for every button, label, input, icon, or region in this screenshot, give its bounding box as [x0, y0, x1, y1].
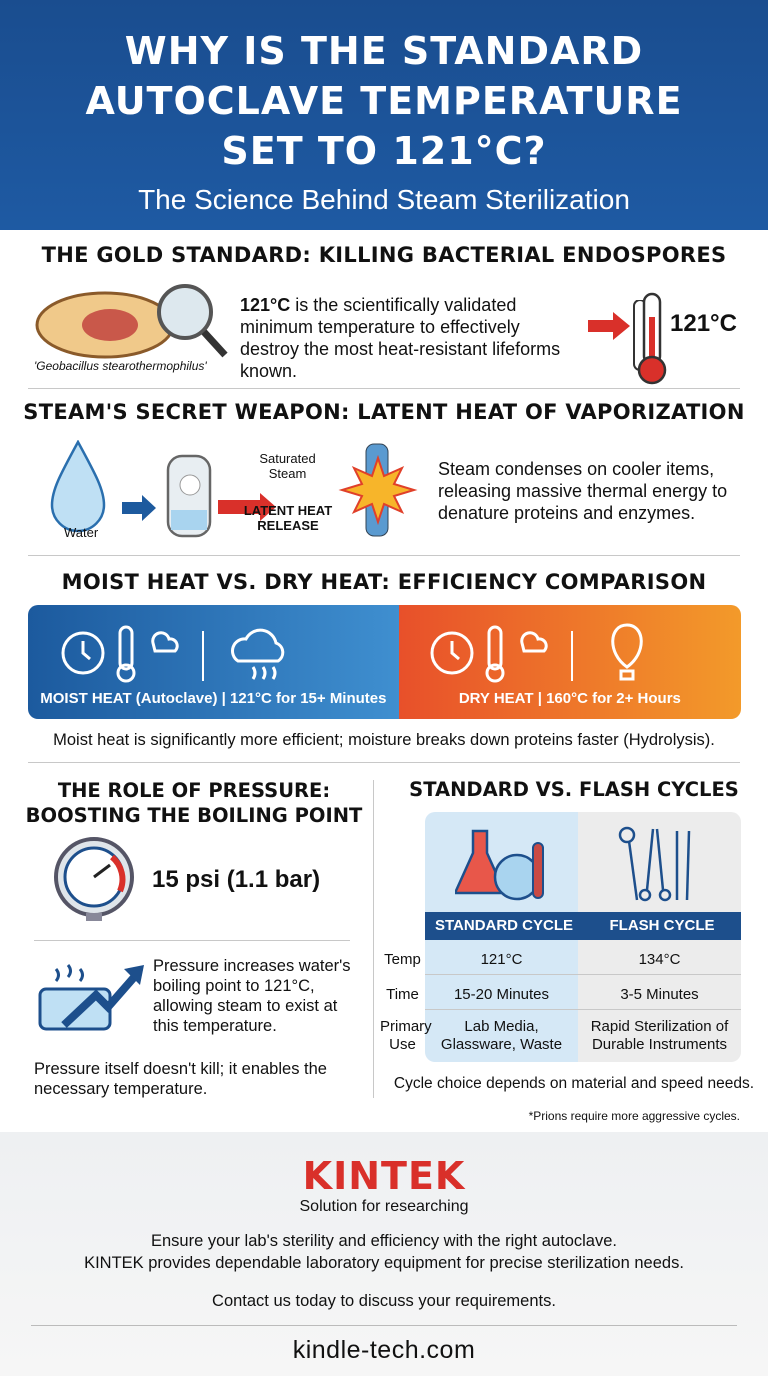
main-title: [0, 0, 768, 176]
latent-heat-label: LATENT HEAT RELEASE: [243, 503, 333, 533]
cell-standard: 121°C: [480, 950, 523, 968]
divider: [28, 762, 740, 763]
cell-standard: 15-20 Minutes: [453, 985, 550, 1003]
row-label: Temp: [384, 950, 421, 968]
footer: [0, 1132, 768, 1376]
latent-heat-text: Steam condenses on cooler items, releasing massive thermal energy to denature proteins and enzymes.: [438, 459, 728, 523]
surgical-instruments-icon: [615, 825, 695, 905]
row-divider: [425, 1009, 741, 1010]
clock-thermometer-cloud-icons: [58, 623, 348, 683]
kintek-logo: KINTEK: [302, 1154, 466, 1198]
steam-label: Saturated Steam: [259, 451, 316, 481]
section-title-endospores: THE GOLD STANDARD: KILLING BACTERIAL ENDOSPORES: [41, 243, 727, 267]
lab-glassware-icon: [455, 825, 550, 905]
dry-heat-panel: [399, 605, 741, 719]
footer-line-2: KINTEK provides dependable laboratory equipment for precise sterilization needs.: [84, 1254, 684, 1272]
title-line: BOOSTING THE BOILING POINT: [25, 804, 363, 827]
row-divider: [425, 974, 741, 975]
cell-flash: Rapid Sterilization of Durable Instruments: [590, 1018, 729, 1053]
divider: [28, 388, 740, 389]
row-label: Primary Use: [380, 1018, 432, 1053]
divider: [28, 555, 740, 556]
heat-burst-icon: [338, 440, 418, 540]
title-line: AUTOCLAVE TEMPERATURE: [85, 79, 683, 123]
pressure-value: 15 psi (1.1 bar): [152, 866, 321, 893]
cycle-table-header: [425, 912, 741, 940]
title-line: THE ROLE OF PRESSURE:: [57, 779, 331, 802]
divider: [31, 1325, 737, 1326]
contact-text: Contact us today to discuss your requirements.: [212, 1292, 556, 1310]
cell-standard: Lab Media, Glassware, Waste: [440, 1018, 563, 1053]
dry-heat-label: DRY HEAT | 160°C for 2+ Hours: [458, 690, 681, 707]
section-title-latent-heat: STEAM'S SECRET WEAPON: LATENT HEAT OF VAPORIZATION: [23, 400, 745, 424]
endospore-text: [240, 294, 580, 382]
section-title-pressure: [18, 778, 370, 828]
moist-heat-caption: Moist heat is significantly more efficient; moisture breaks down proteins faster (Hydrolysis).: [53, 731, 715, 749]
title-line: WHY IS THE STANDARD: [124, 29, 644, 73]
footer-line-1: Ensure your lab's sterility and efficiency with the right autoclave.: [151, 1232, 617, 1250]
heat-comparison-banner: [28, 605, 741, 719]
thermometer-icon: [632, 292, 672, 387]
subtitle: The Science Behind Steam Sterilization: [138, 184, 630, 215]
vertical-divider: [373, 780, 374, 1098]
header-standard: STANDARD CYCLE: [434, 917, 574, 934]
endospore-desc: is the scientifically validated minimum temperature to effectively destroy the most heat-resistant lifeforms known.: [240, 295, 561, 381]
water-label: Water: [64, 525, 99, 540]
boiling-pot-arrow-icon: [36, 955, 148, 1035]
header: [0, 0, 768, 230]
divider: [34, 940, 350, 941]
prion-footnote: *Prions require more aggressive cycles.: [528, 1109, 740, 1123]
table-row: [380, 1016, 741, 1056]
pressure-gauge-icon: [52, 835, 142, 925]
table-row: [380, 948, 741, 970]
cell-flash: 134°C: [638, 950, 681, 968]
moist-heat-panel: [28, 605, 399, 719]
row-label: Time: [386, 985, 419, 1003]
temp-highlight: 121°C: [240, 295, 291, 315]
header-flash: FLASH CYCLE: [609, 917, 715, 934]
clock-thermometer-balloon-icons: [427, 623, 717, 687]
moist-heat-label: MOIST HEAT (Autoclave) | 121°C for 15+ Minutes: [40, 690, 387, 707]
section-title-moist-dry: MOIST HEAT VS. DRY HEAT: EFFICIENCY COMPARISON: [61, 570, 707, 594]
tagline: Solution for researching: [299, 1198, 469, 1215]
cell-flash: 3-5 Minutes: [620, 985, 699, 1003]
table-row: [380, 983, 741, 1005]
bacterium-caption: 'Geobacillus stearothermophilus': [34, 359, 207, 373]
title-line: SET TO 121°C?: [221, 129, 547, 173]
temp-label: 121°C: [670, 310, 737, 337]
section-title-cycles: STANDARD VS. FLASH CYCLES: [409, 778, 739, 801]
pressure-note: Pressure itself doesn't kill; it enables the necessary temperature.: [34, 1060, 327, 1098]
pressure-text: Pressure increases water's boiling point to 121°C, allowing steam to exist at this temperature.: [153, 957, 351, 1035]
cycle-caption: Cycle choice depends on material and speed needs.: [393, 1075, 755, 1092]
bacterium-magnifier-icon: [30, 280, 230, 370]
website-link[interactable]: kindle-tech.com: [292, 1336, 476, 1364]
